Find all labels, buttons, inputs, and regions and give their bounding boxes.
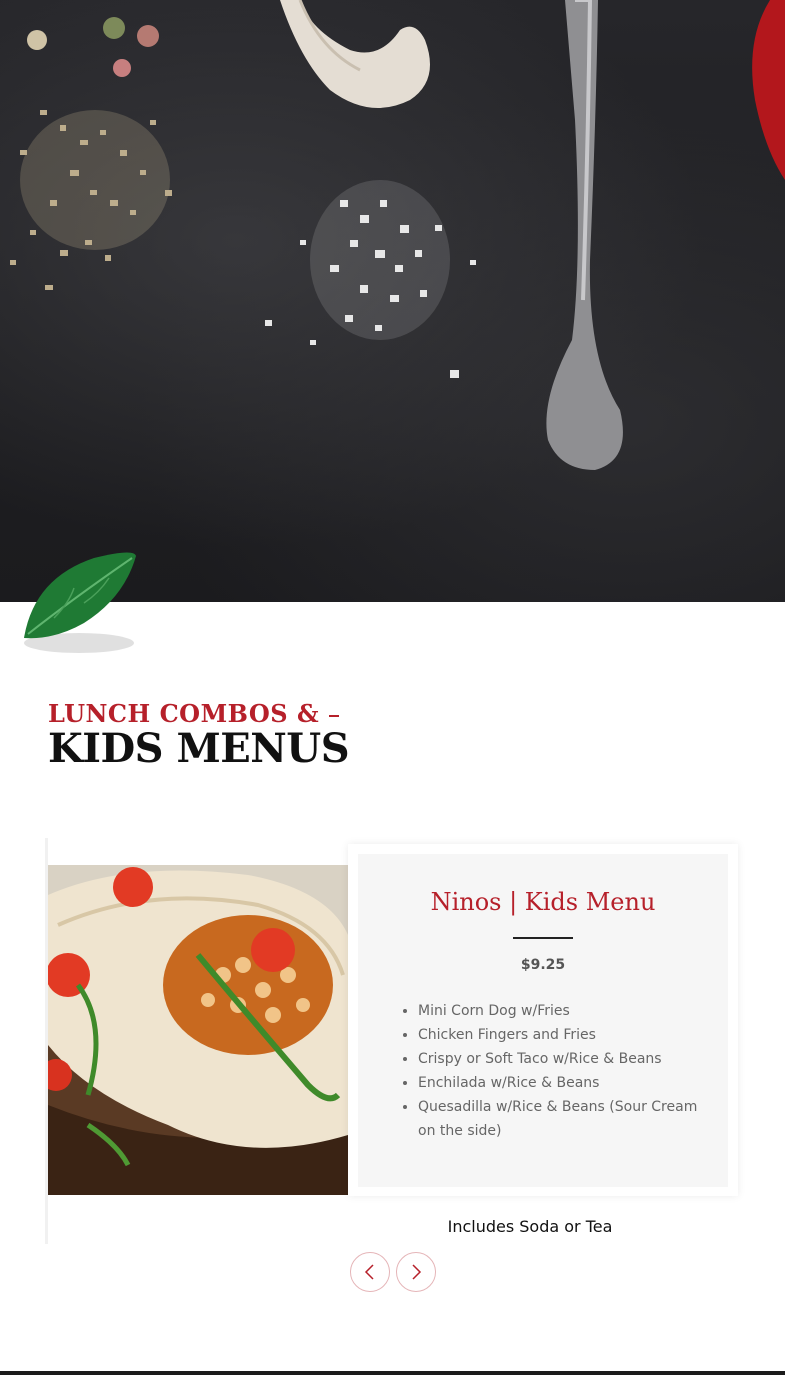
spices-on-slate-illustration [0,0,785,602]
menu-card-price: $9.25 [520,957,566,973]
chevron-right-icon [409,1264,423,1280]
menu-card-inner [358,854,728,1187]
title-dash-decoration [329,715,339,717]
basil-leaf-decoration [14,548,144,658]
section-heading [48,700,349,770]
slider-prev-button[interactable] [350,1252,390,1292]
section-title-line2: KIDS MENUS [48,725,350,772]
footer-top-border [0,1371,785,1375]
menu-item: • Quesadilla w/Rice & Beans (Sour Cream on the side) [418,1095,718,1143]
taco-photo [48,865,348,1195]
slider-next-button[interactable] [396,1252,436,1292]
menu-item-list [418,999,718,1143]
menu-item: • Mini Corn Dog w/Fries [418,999,718,1023]
menu-item: • Enchilada w/Rice & Beans [418,1071,718,1095]
tacos-image [48,865,348,1195]
menu-card-note: Includes Soda or Tea [447,1217,613,1236]
menu-item: • Crispy or Soft Taco w/Rice & Beans [418,1047,718,1071]
hero-image [0,0,785,602]
section-title-line1 [48,700,349,728]
chevron-left-icon [363,1264,377,1280]
section-title-line1-text: LUNCH COMBOS & [48,699,320,728]
menu-item: • Chicken Fingers and Fries [418,1023,718,1047]
menu-card [348,844,738,1196]
menu-card-title: Ninos | Kids Menu [430,888,656,916]
menu-card-divider [513,937,573,939]
